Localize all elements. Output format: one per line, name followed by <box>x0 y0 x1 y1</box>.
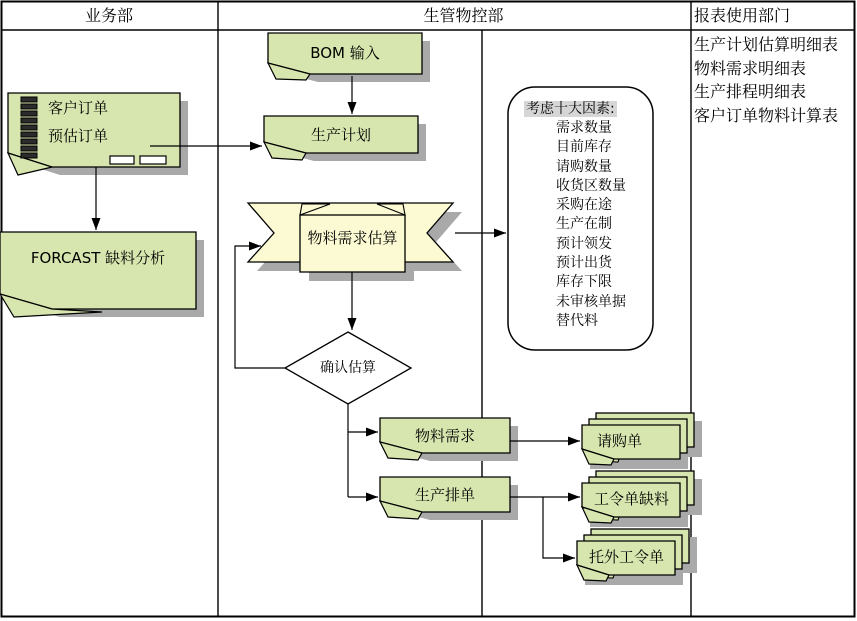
factor-item: 请购数量 <box>556 158 612 175</box>
factor-item: 库存下限 <box>556 274 612 291</box>
bom-input-label: BOM 输入 <box>310 44 380 62</box>
customer-order-label-2: 预估订单 <box>48 127 109 145</box>
confirm-estimate-label: 确认估算 <box>320 360 376 376</box>
production-plan-label: 生产计划 <box>310 126 371 144</box>
factors-title: 考虑十大因素: <box>526 101 615 117</box>
reports-list <box>694 33 838 127</box>
lane-header-report-users: 报表使用部门 <box>694 6 791 25</box>
work-order-shortage-label: 工令单缺料 <box>594 490 670 508</box>
production-schedule-label: 生产排单 <box>414 486 475 504</box>
factor-item: 目前库存 <box>556 139 612 156</box>
factor-item: 需求数量 <box>556 120 612 136</box>
factor-item: 生产在制 <box>556 216 612 233</box>
report-item: 客户订单物料计算表 <box>694 105 839 125</box>
paper-stack-icon <box>21 97 37 158</box>
factor-item: 替代料 <box>556 312 598 329</box>
connector-to-outsourced-work-order <box>543 497 575 558</box>
form-field-icon <box>110 156 134 164</box>
outsourced-work-order-label: 托外工令单 <box>589 548 665 566</box>
factor-item: 预计出货 <box>556 255 612 272</box>
lane-header-production-control: 生管物控部 <box>423 6 504 25</box>
factor-item: 预计领发 <box>556 235 612 252</box>
material-estimate-label: 物料需求估算 <box>307 229 398 247</box>
purchase-request-label: 请购单 <box>597 432 643 450</box>
report-item: 生产排程明细表 <box>694 82 807 101</box>
form-field-icon <box>140 156 166 164</box>
report-item: 物料需求明细表 <box>694 58 807 78</box>
factor-item: 未审核单据 <box>556 293 626 310</box>
factors-list <box>556 119 626 331</box>
report-item: 生产计划估算明细表 <box>694 35 839 54</box>
forecast-label: FORCAST 缺料分析 <box>30 249 166 267</box>
forecast-shape <box>0 232 204 317</box>
material-requirement-label: 物料需求 <box>414 427 475 445</box>
lane-header-business: 业务部 <box>84 6 133 25</box>
customer-order-label-1: 客户订单 <box>48 99 109 117</box>
factor-item: 采购在途 <box>556 197 612 214</box>
factor-item: 收货区数量 <box>556 177 626 194</box>
